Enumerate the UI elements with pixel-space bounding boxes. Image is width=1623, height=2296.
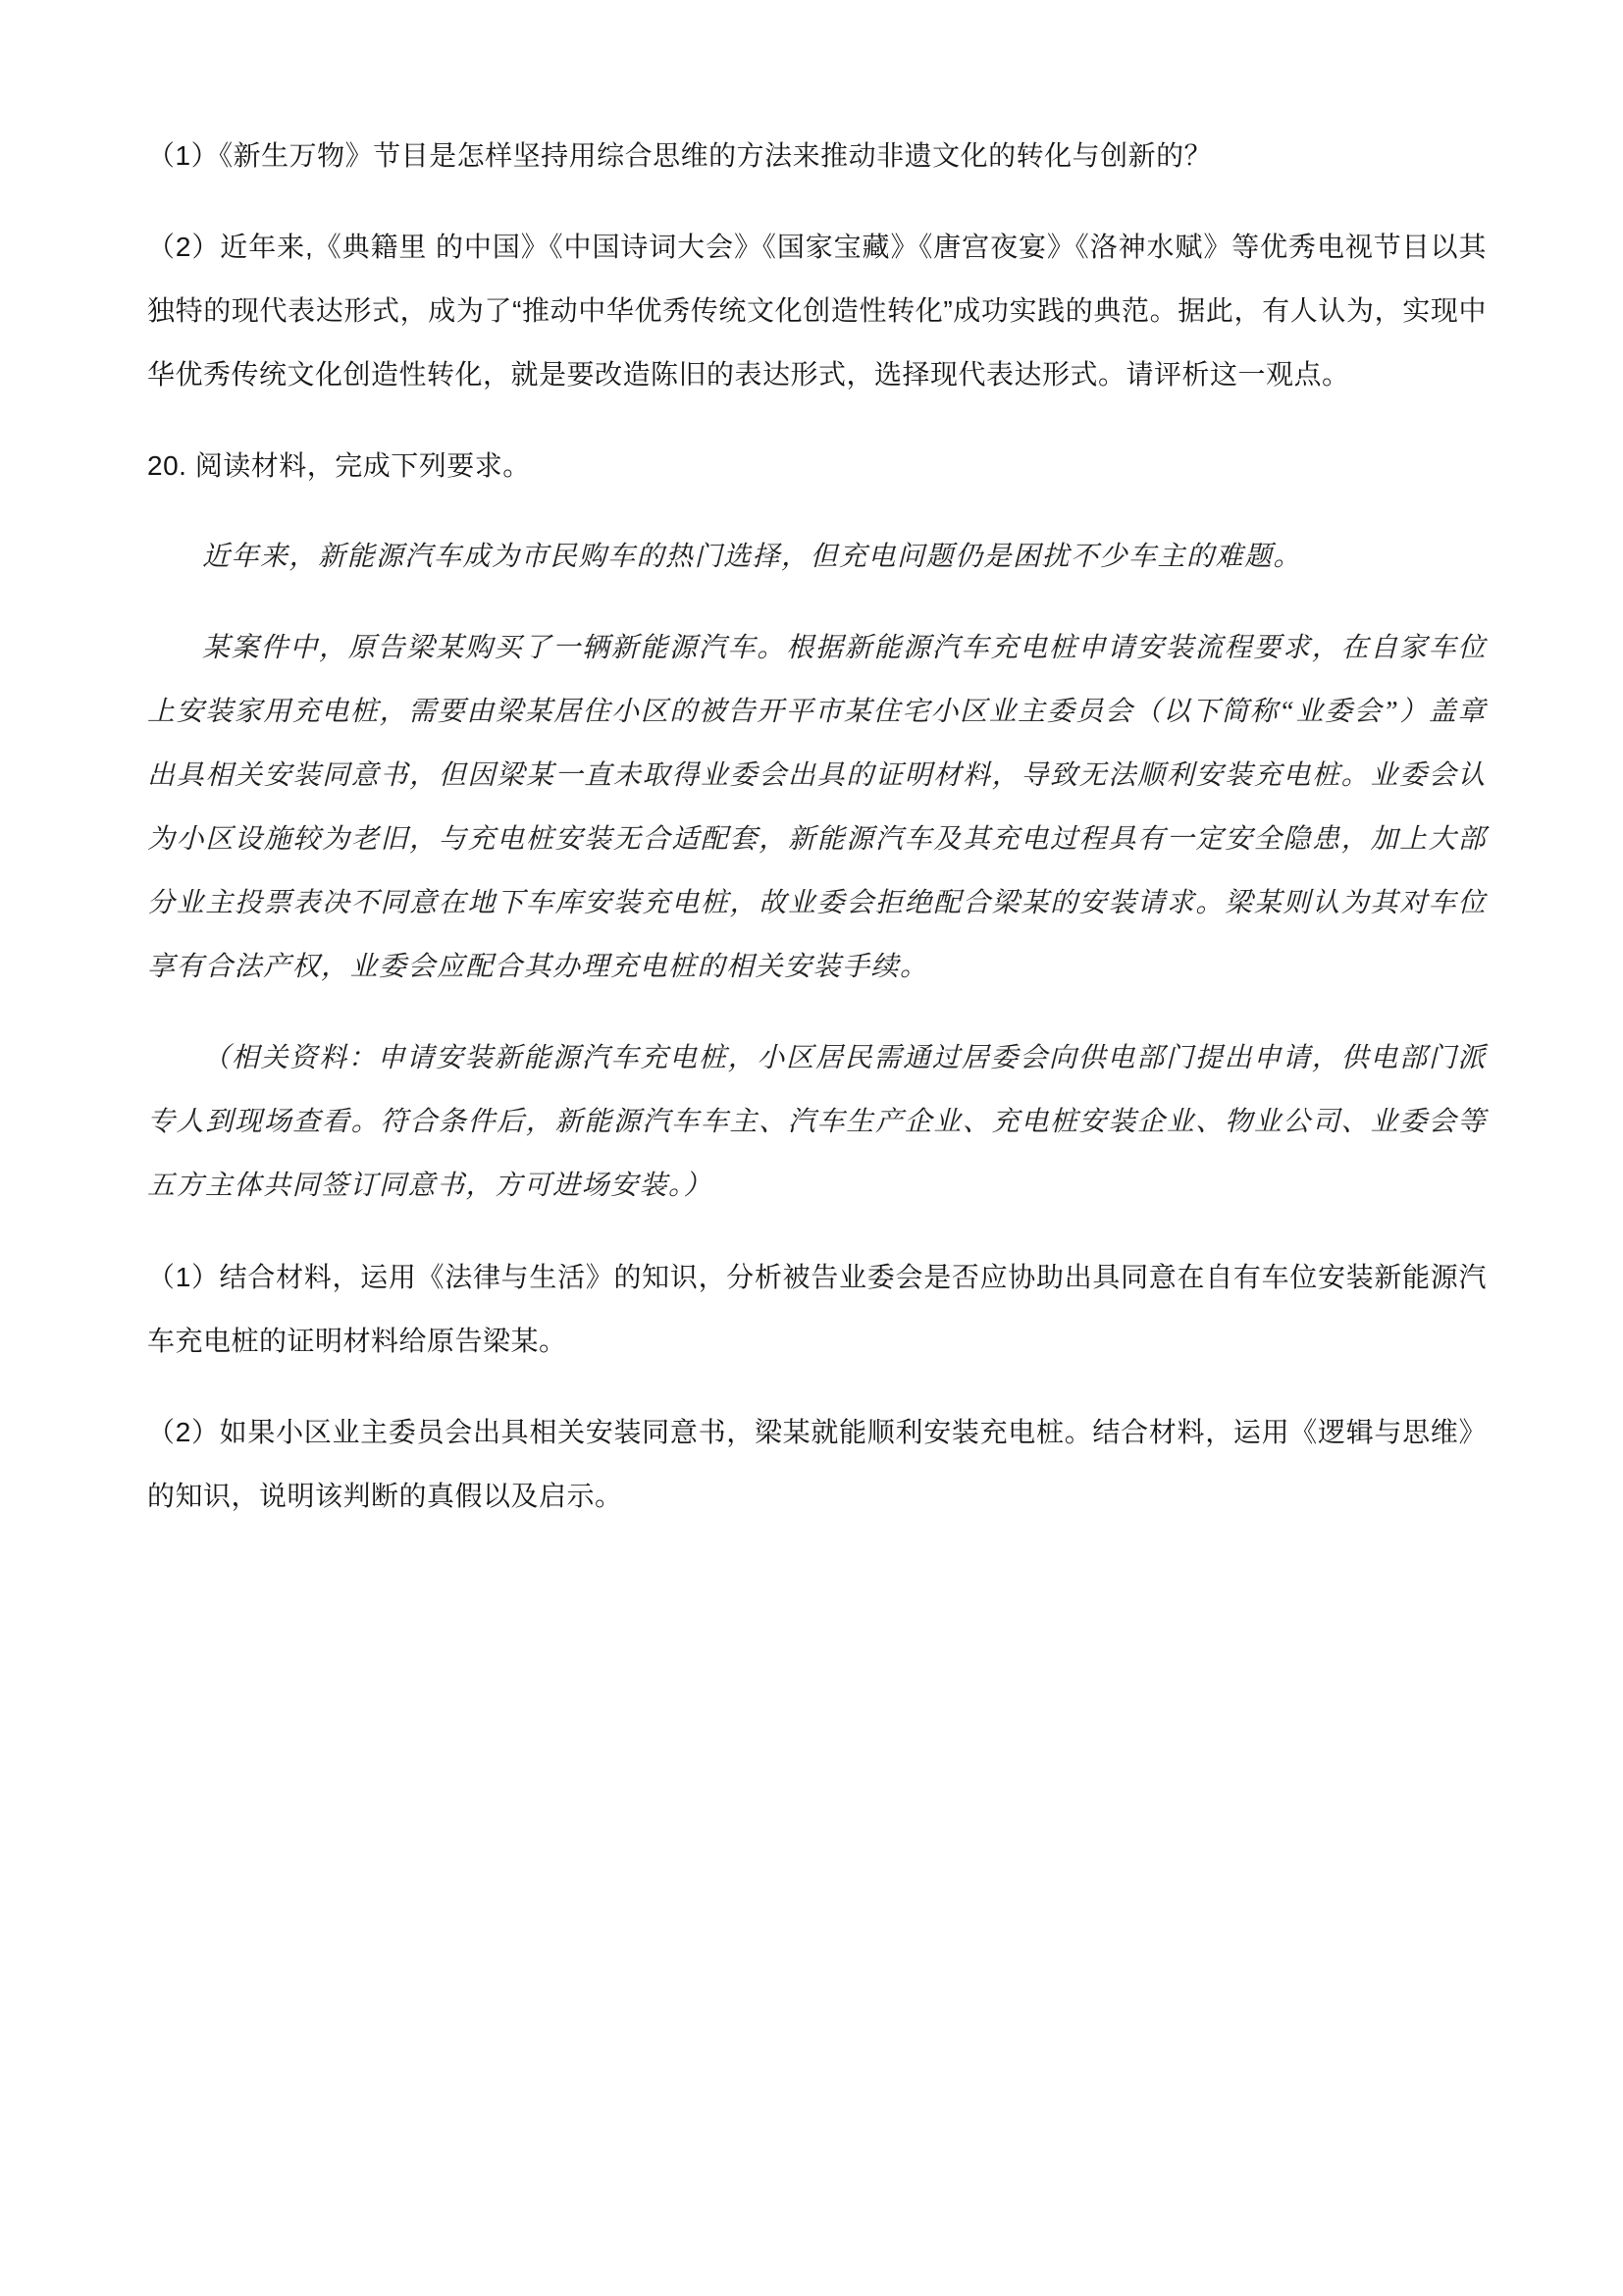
question-20-material-case: 某案件中，原告梁某购买了一辆新能源汽车。根据新能源汽车充电桩申请安装流程要求，在自家车位上安装家用充电桩，需要由梁某居住小区的被告开平市某住宅小区业主委员会（以下简称“业委会”）盖章出具相关安装同意书，但因梁某一直未取得业委会出具的证明材料，导致无法顺利安装充电桩。业委会认为小区设施较为老旧，与充电桩安装无合适配套，新能源汽车及其充电过程具有一定安全隐患，加上大部分业主投票表决不同意在地下车库安装充电桩，故业委会拒绝配合梁某的安装请求。梁某则认为其对车位享有合法产权，业委会应配合其办理充电桩的相关安装手续。 — [147, 633, 1487, 982]
question-20-part-1: （1）结合材料，运用《法律与生活》的知识，分析被告业委会是否应协助出具同意在自有车位安装新能源汽车充电桩的证明材料给原告梁某。 — [147, 1262, 1487, 1356]
question-19-part-1: （1）《新生万物》节目是怎样坚持用综合思维的方法来推动非遗文化的转化与创新的？ — [147, 140, 1213, 171]
question-20-material-reference-note: （相关资料：申请安装新能源汽车充电桩，小区居民需通过居委会向供电部门提出申请，供电部门派专人到现场查看。符合条件后，新能源汽车车主、汽车生产企业、充电桩安装企业、物业公司、业委会等五方主体共同签订同意书，方可进场安装。） — [147, 1043, 1487, 1201]
question-20-stem: 20. 阅读材料，完成下列要求。 — [147, 450, 531, 481]
question-20-material-intro: 近年来，新能源汽车成为市民购车的热门选择，但充电问题仍是困扰不少车主的难题。 — [202, 542, 1303, 572]
question-20-part-2: （2）如果小区业主委员会出具相关安装同意书，梁某就能顺利安装充电桩。结合材料，运用《逻辑与思维》的知识，说明该判断的真假以及启示。 — [147, 1417, 1487, 1511]
question-19-part-2: （2）近年来,《典籍里 的中国》《中国诗词大会》《国家宝藏》《唐宫夜宴》《洛神水赋》等优秀电视节目以其独特的现代表达形式，成为了“推动中华优秀传统文化创造性转化”成功实践的典范。据此，有人认为，实现中华优秀传统文化创造性转化，就是要改造陈旧的表达形式，选择现代表达形式。请评析这一观点。 — [147, 232, 1487, 390]
